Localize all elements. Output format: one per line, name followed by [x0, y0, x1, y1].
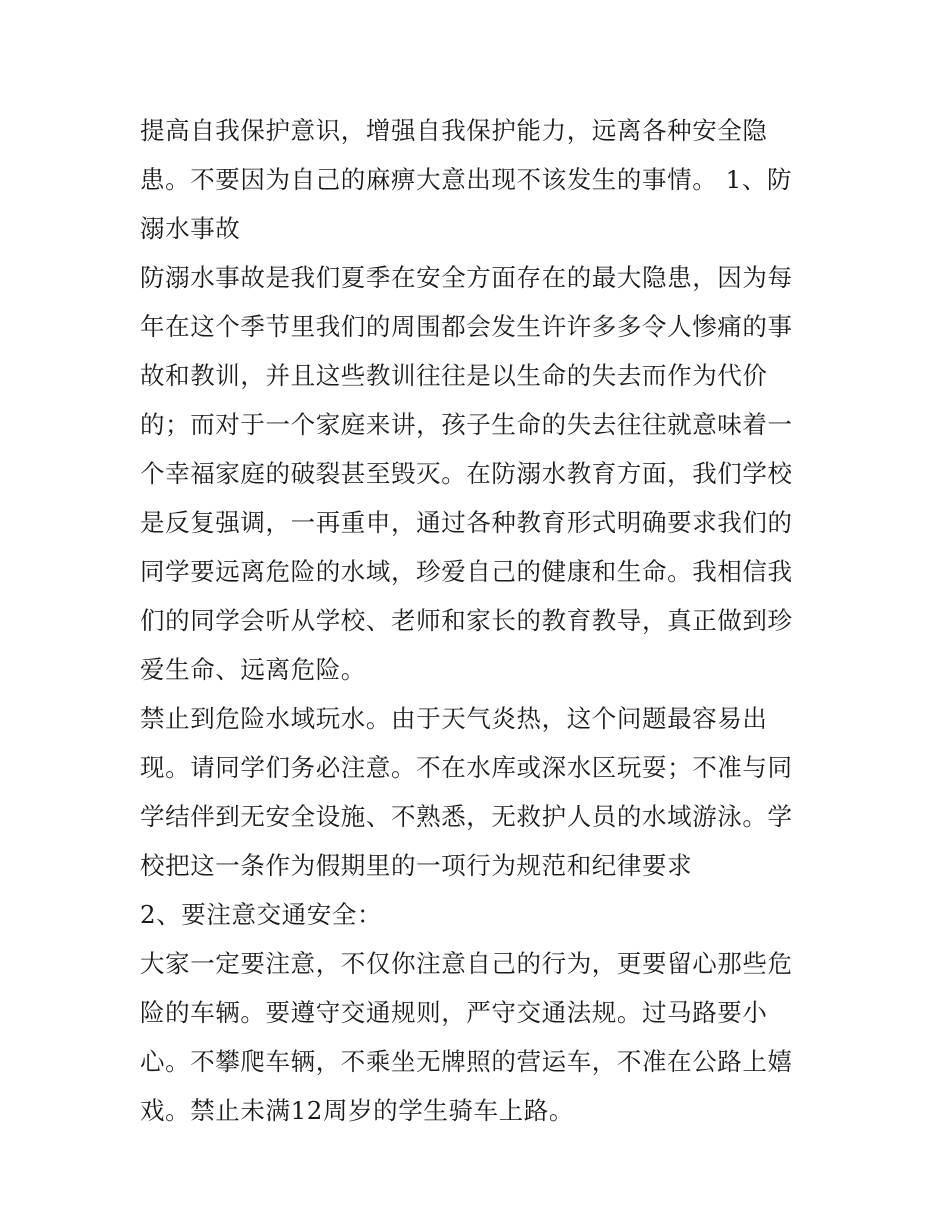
paragraph-traffic-rules: 大家一定要注意，不仅你注意自己的行为，更要留心那些危险的车辆。要遵守交通规则，严守交通法规。过马路要小心。不攀爬车辆，不乘坐无牌照的营运车，不准在公路上嬉戏。禁止未满12周岁的学生骑车上路。 [140, 949, 793, 1125]
paragraph-intro: 提高自我保护意识，增强自我保护能力，远离各种安全隐患。不要因为自己的麻痹大意出现不该发生的事情。 1、防溺水事故 [140, 116, 793, 243]
document-body [140, 106, 815, 1135]
section-heading-traffic-safety: 2、要注意交通安全： [140, 900, 383, 929]
paragraph-drowning-prevention: 防溺水事故是我们夏季在安全方面存在的最大隐患，因为每年在这个季节里我们的周围都会发生许许多多令人惨痛的事故和教训，并且这些教训往往是以生命的失去而作为代价的；而对于一个家庭来讲，孩子生命的失去往往就意味着一个幸福家庭的破裂甚至毁灭。在防溺水教育方面，我们学校是反复强调，一再重申，通过各种教育形式明确要求我们的同学要远离危险的水域，珍爱自己的健康和生命。我相信我们的同学会听从学校、老师和家长的教育教导，真正做到珍爱生命、远离危险。 [140, 263, 793, 684]
paragraph-water-rules: 禁止到危险水域玩水。由于天气炎热，这个问题最容易出现。请同学们务必注意。不在水库或深水区玩耍；不准与同学结伴到无安全设施、不熟悉，无救护人员的水域游泳。学校把这一条作为假期里的一项行为规范和纪律要求 [140, 704, 793, 880]
